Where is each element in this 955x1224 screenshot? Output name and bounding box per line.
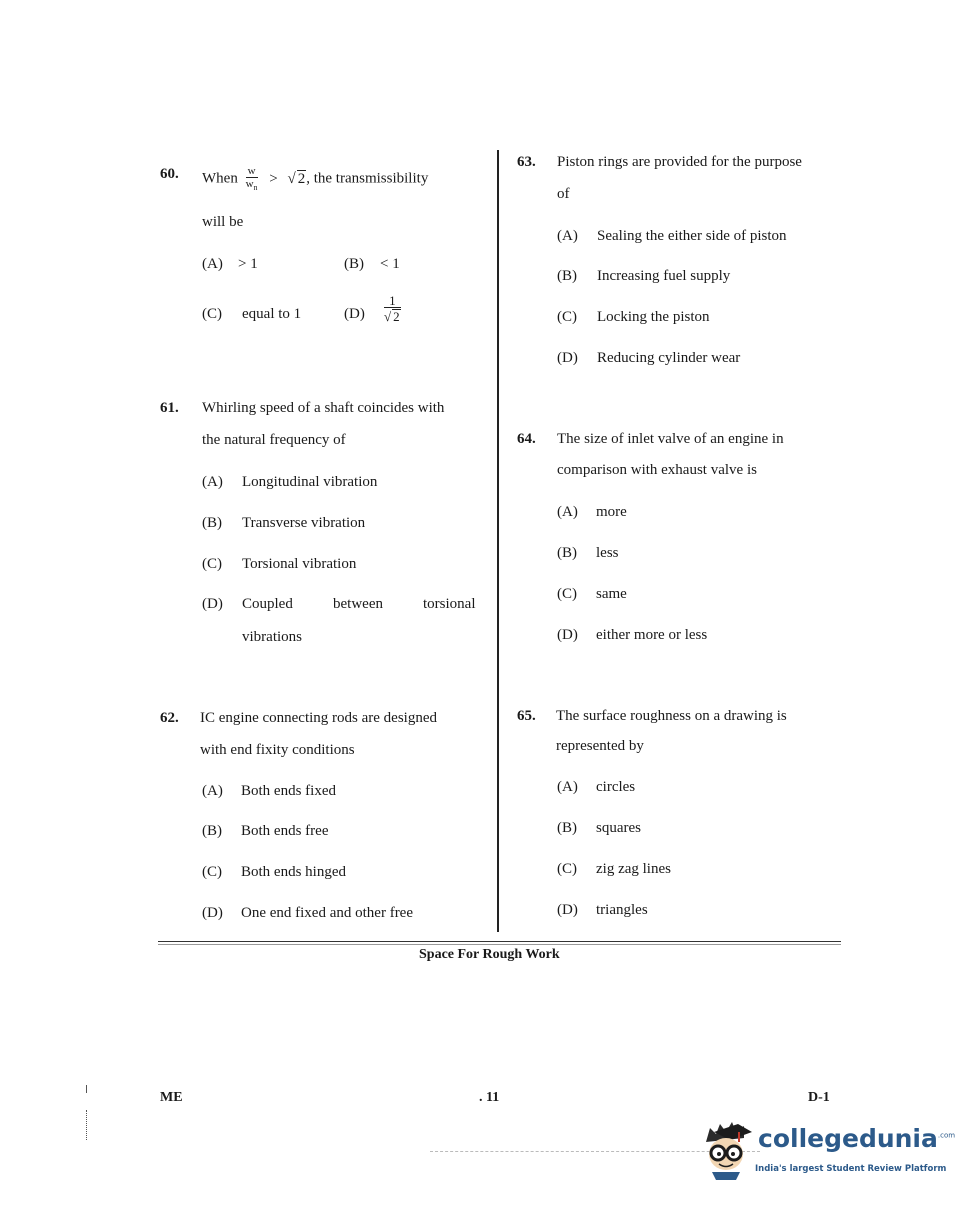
option-text: zig zag lines [596, 861, 671, 877]
question-number: 60. [160, 166, 179, 182]
option-text: same [596, 586, 627, 602]
question-number: 63. [517, 154, 536, 170]
option-fraction: $\frac{1}{√ 2}$ [384, 293, 400, 324]
option-text-line2: vibrations [242, 629, 302, 645]
option-label: (B) [202, 823, 222, 839]
option-label: (B) [557, 820, 577, 836]
footer-subject-code: ME [160, 1090, 183, 1105]
option-text: less [596, 545, 619, 561]
logo-wordmark: collegedunia$^{.com}$ [758, 1124, 955, 1153]
question-stem: Whirling speed of a shaft coincides with [202, 400, 445, 416]
option-text: squares [596, 820, 641, 836]
question-number: 62. [160, 710, 179, 726]
option-label: (B) [344, 256, 364, 272]
option-text: triangles [596, 902, 648, 918]
option-text: Both ends hinged [241, 864, 346, 880]
question-stem-line2: will be [202, 214, 244, 230]
option-text: Both ends fixed [241, 783, 336, 799]
option-label: (C) [202, 864, 222, 880]
option-text: One end fixed and other free [241, 905, 414, 921]
option-text: between [333, 596, 383, 612]
footer-booklet-code: D-1 [808, 1090, 830, 1105]
question-number: 64. [517, 431, 536, 447]
option-text: equal to 1 [242, 306, 302, 322]
option-text: Longitudinal vibration [242, 474, 378, 490]
column-divider [497, 150, 499, 932]
question-stem-line2: the natural frequency of [202, 432, 346, 448]
option-text: < 1 [380, 256, 400, 272]
option-label: (A) [557, 504, 578, 520]
option-label: (C) [557, 586, 577, 602]
option-label: (C) [557, 861, 577, 877]
option-label: (A) [202, 474, 223, 490]
logo-tagline: India's largest Student Review Platform [755, 1164, 947, 1174]
option-text: circles [596, 779, 636, 795]
option-label: (A) [202, 256, 223, 272]
question-stem-line2: comparison with exhaust valve is [557, 462, 757, 478]
question-number: 65. [517, 708, 536, 724]
question-stem: The size of inlet valve of an engine in [557, 431, 784, 447]
option-text: Torsional vibration [242, 556, 357, 572]
option-text: Locking the piston [597, 309, 710, 325]
option-label: (D) [557, 627, 578, 643]
option-label: (D) [557, 902, 578, 918]
question-number: 61. [160, 400, 179, 416]
sqrt-symbol: √ 2 [287, 170, 306, 187]
option-label: (A) [557, 779, 578, 795]
option-label: (A) [557, 228, 578, 244]
option-label: (D) [202, 596, 223, 612]
option-text: either more or less [596, 627, 708, 643]
option-text: > 1 [238, 256, 258, 272]
footer-page-number: . 11 [479, 1090, 500, 1105]
mascot-icon [700, 1120, 756, 1182]
question-stem: When $\frac{w}{w_n}$ > √ 2, the transmissibility [202, 165, 429, 193]
option-text: torsional [423, 596, 476, 612]
question-stem-line2: of [557, 186, 570, 202]
question-stem: The surface roughness on a drawing is [556, 708, 787, 724]
ratio-fraction: $\frac{w}{w_n}$ [245, 165, 258, 193]
horizontal-rule-secondary [158, 944, 841, 945]
option-text: Increasing fuel supply [597, 268, 731, 284]
question-stem: Piston rings are provided for the purpose [557, 154, 802, 170]
option-text: Both ends free [241, 823, 329, 839]
question-stem-line2: with end fixity conditions [200, 742, 355, 758]
option-label: (C) [557, 309, 577, 325]
option-text: Reducing cylinder wear [597, 350, 741, 366]
option-label: (B) [557, 268, 577, 284]
option-label: (B) [202, 515, 222, 531]
option-text: more [596, 504, 627, 520]
option-text: Transverse vibration [242, 515, 366, 531]
option-label: (D) [344, 306, 365, 322]
option-label: (C) [202, 556, 222, 572]
collegedunia-logo [700, 1120, 955, 1190]
question-stem: IC engine connecting rods are designed [200, 710, 438, 726]
option-text: Coupled [242, 596, 293, 612]
option-label: (D) [557, 350, 578, 366]
horizontal-rule [158, 941, 841, 942]
rough-work-heading: Space For Rough Work [419, 947, 560, 962]
margin-mark [86, 1085, 87, 1093]
option-label: (A) [202, 783, 223, 799]
option-label: (C) [202, 306, 222, 322]
question-stem-line2: represented by [556, 738, 644, 754]
option-label: (D) [202, 905, 223, 921]
option-label: (B) [557, 545, 577, 561]
margin-mark [86, 1110, 88, 1140]
option-text: Sealing the either side of piston [597, 228, 787, 244]
